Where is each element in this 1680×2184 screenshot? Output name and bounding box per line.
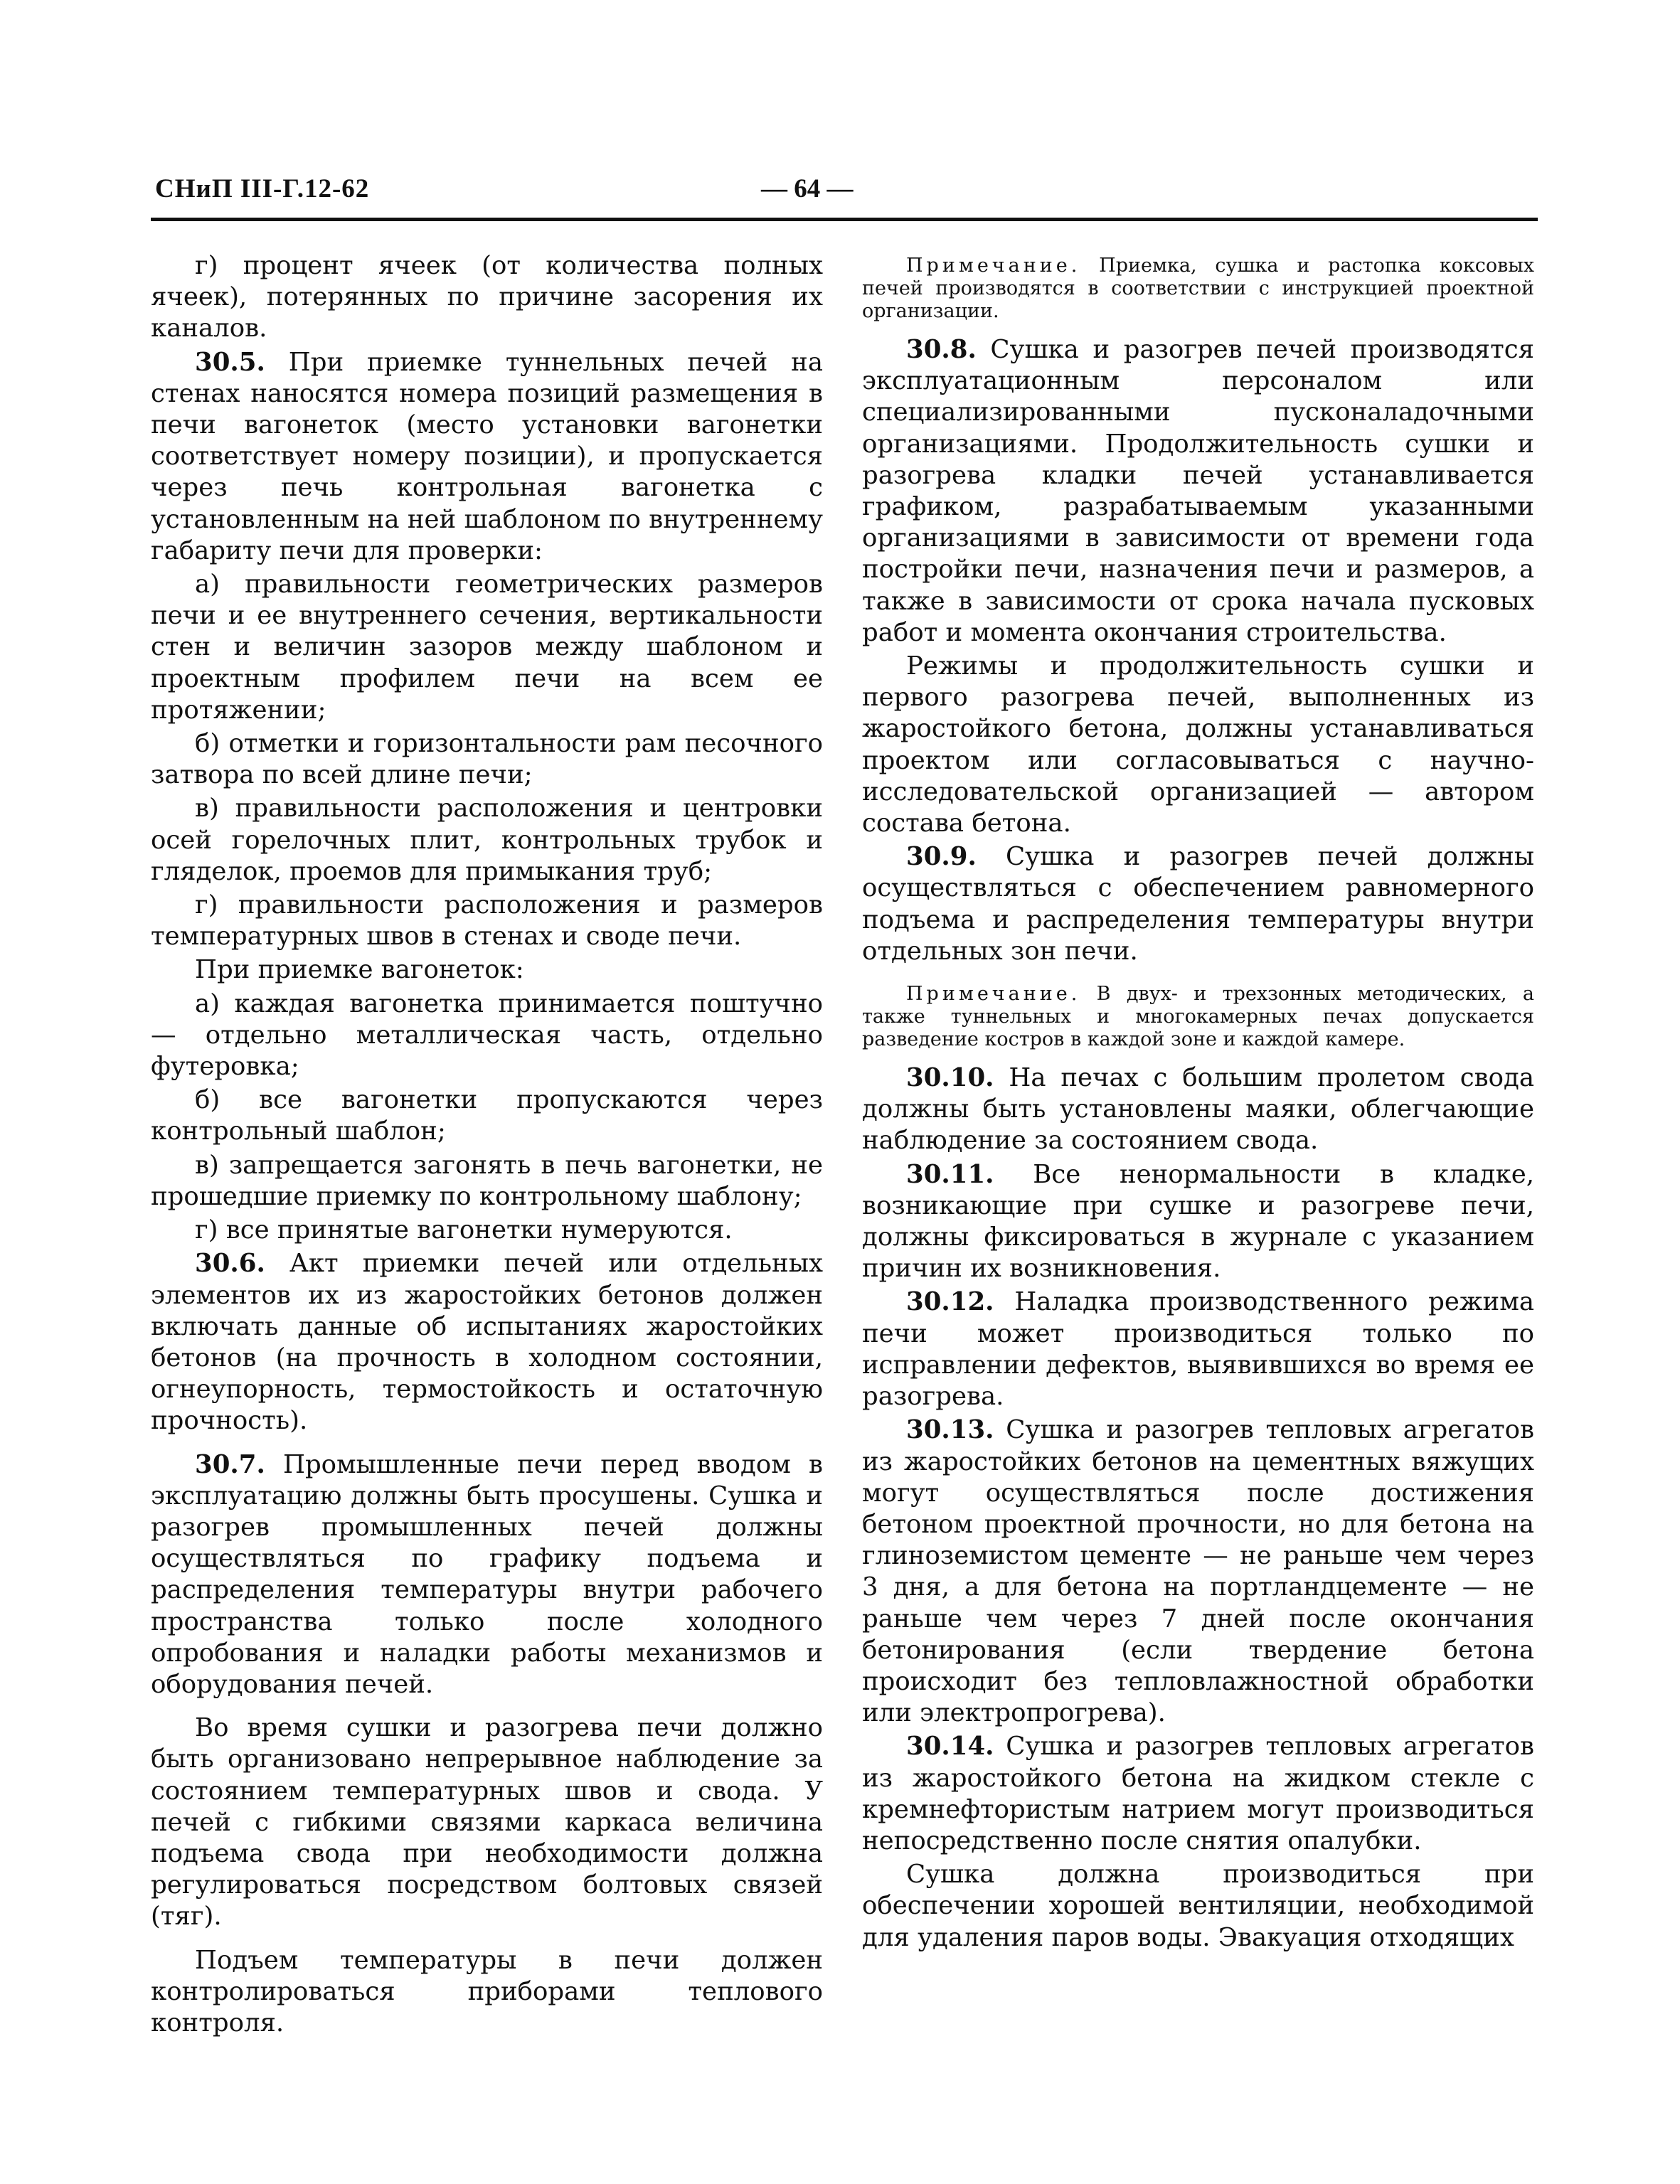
- document-code: СНиП III-Г.12-62: [155, 174, 370, 203]
- paragraph: г) процент ячеек (от количества полных ячеек), потерянных по причине засорения их каналов.: [151, 251, 823, 343]
- paragraph: г) все принятые вагонетки нумеруются.: [195, 1215, 733, 1245]
- paragraph: Режимы и продолжительность сушки и первого разогрева печей, выполненных из жаростойкого бетона, должны устанавливаться проектом или согласовываться с научно-исследовательской организацией — автором состава бетона.: [862, 651, 1534, 838]
- paragraph: в) правильности расположения и центровки осей горелочных плит, контрольных трубок и гляделок, проемов для примыкания труб;: [151, 794, 823, 886]
- paragraph: г) правильности расположения и размеров температурных швов в стенах и своде печи.: [151, 890, 823, 952]
- paragraph: а) правильности геометрических размеров печи и ее внутреннего сечения, вертикальности стен и величин зазоров между шаблоном и проектным профилем печи на всем ее протяжении;: [151, 570, 823, 725]
- paragraph-30-12: 30.12. Наладка производственного режима печи может производиться только по исправлении дефектов, выявившихся во время ее разогрева.: [862, 1287, 1534, 1412]
- paragraph: в) запрещается загонять в печь вагонетки, не прошедшие приемку по контрольному шаблону;: [151, 1150, 823, 1211]
- paragraph-30-9: 30.9. Сушка и разогрев печей должны осуществляться с обеспечением равномерного подъема и распределения температуры внутри отдельных зон печи.: [862, 842, 1534, 966]
- paragraph-30-8: 30.8. Сушка и разогрев печей производятся эксплуатационным персоналом или специализированными пусконаладочными организациями. Продолжительность сушки и разогрева кладки печей устанавливается графиком, разрабатываемым указанными организациями в зависимости от времени года постройки печи, назначения печи и размеров, а также в зависимости от срока начала пусковых работ и момента окончания строительства.: [862, 335, 1534, 647]
- header-rule: [151, 218, 1538, 221]
- paragraph: Подъем температуры в печи должен контролироваться приборами теплового контроля.: [151, 1945, 823, 2037]
- paragraph: При приемке вагонеток:: [195, 955, 524, 985]
- note: Примечание. Приемка, сушка и растопка коксовых печей производятся в соответствии с инструкцией проектной организации.: [862, 255, 1534, 322]
- left-column: [151, 250, 823, 2041]
- note: Примечание. В двух- и трехзонных методических, а также туннельных и многокамерных печах допускается разведение костров в каждой зоне и каждой камере.: [862, 983, 1534, 1051]
- paragraph-30-13: 30.13. Сушка и разогрев тепловых агрегатов из жаростойких бетонов на цементных вяжущих могут осуществляться после достижения бетоном проектной прочности, но для бетона на глиноземистом цементе — не раньше чем через 3 дня, а для бетона на портландцементе — не раньше чем через 7 дней после окончания бетонирования (если твердение бетона происходит без тепловлажностной обработки или электропрогрева).: [862, 1415, 1534, 1728]
- paragraph-30-7: 30.7. Промышленные печи перед вводом в эксплуатацию должны быть просушены. Сушка и разогрев промышленных печей должны осуществляться по графику подъема и распределения температуры внутри рабочего пространства только после холодного опробования и наладки работы механизмов и оборудования печей.: [151, 1449, 823, 1699]
- paragraph: Во время сушки и разогрева печи должно быть организовано непрерывное наблюдение за состоянием температурных швов и свода. У печей с гибкими связями каркаса величина подъема свода при необходимости должна регулироваться посредством болтовых связей (тяг).: [151, 1713, 823, 1932]
- paragraph: а) каждая вагонетка принимается поштучно — отдельно металлическая часть, отдельно футеровка;: [151, 989, 823, 1082]
- paragraph: б) отметки и горизонтальности рам песочного затвора по всей длине печи;: [151, 729, 823, 790]
- page-number: — 64 —: [761, 174, 854, 203]
- paragraph-30-11: 30.11. Все ненормальности в кладке, возникающие при сушке и разогреве печи, должны фиксироваться в журнале с указанием причин их возникновения.: [862, 1159, 1534, 1284]
- paragraph: б) все вагонетки пропускаются через контрольный шаблон;: [151, 1085, 823, 1146]
- right-column: [862, 250, 1534, 1956]
- paragraph-30-14: 30.14. Сушка и разогрев тепловых агрегатов из жаростойкого бетона на жидком стекле с кремнефтористым натрием могут производиться непосредственно после снятия опалубки.: [862, 1732, 1534, 1855]
- paragraph-30-5: 30.5. При приемке туннельных печей на стенах наносятся номера позиций размещения в печи вагонеток (место установки вагонетки соответствует номеру позиции), и пропускается через печь контрольная вагонетка с установленным на ней шаблоном по внутреннему габариту печи для проверки:: [151, 347, 823, 565]
- paragraph-30-6: 30.6. Акт приемки печей или отдельных элементов их из жаростойких бетонов должен включать данные об испытаниях жаростойких бетонов (на прочность в холодном состоянии, огнеупорность, термостойкость и остаточную прочность).: [151, 1249, 823, 1436]
- paragraph: Сушка должна производиться при обеспечении хорошей вентиляции, необходимой для удаления паров воды. Эвакуация отходящих: [862, 1860, 1534, 1952]
- paragraph-30-10: 30.10. На печах с большим пролетом свода должны быть установлены маяки, облегчающие наблюдение за состоянием свода.: [862, 1063, 1534, 1156]
